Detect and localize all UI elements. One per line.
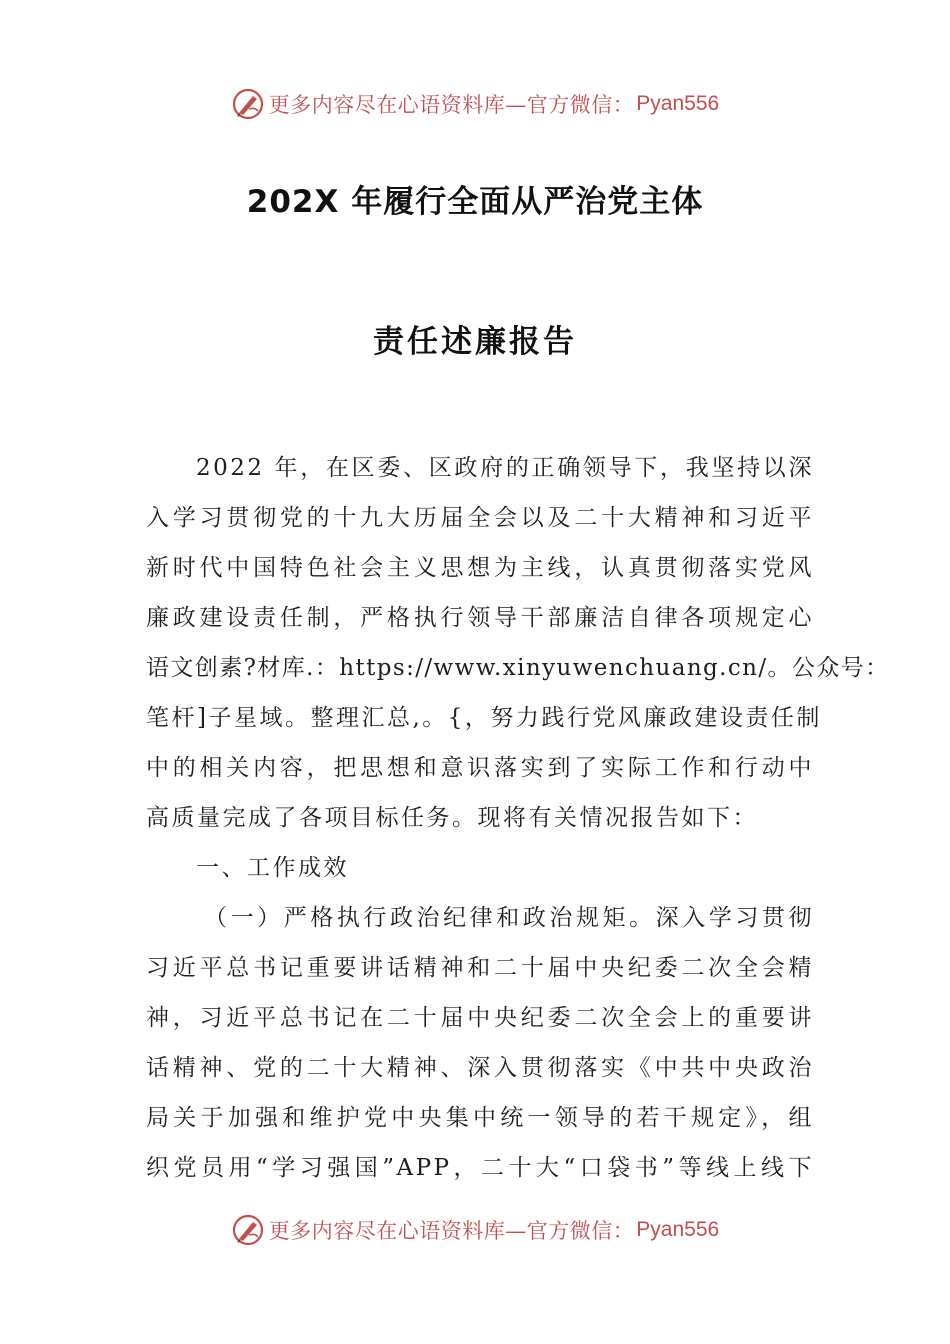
banner-wechat-id: Pyan556 xyxy=(636,92,720,115)
body-line: 语文创素?材库.：https://www.xinyuwenchuang.cn/。公众号： xyxy=(146,655,890,681)
header-banner xyxy=(0,84,950,124)
body-line: 习近平总书记重要讲话精神和二十届中央纪委二次全会精 xyxy=(146,955,814,981)
body-line: 笔杆]子星域。整理汇总,。{，努力践行党风廉政建设责任制 xyxy=(146,705,822,731)
footer-banner xyxy=(0,1210,950,1250)
report-body xyxy=(146,443,890,1193)
body-line: 新时代中国特色社会主义思想为主线，认真贯彻落实党风 xyxy=(146,555,814,581)
pen-logo-icon xyxy=(231,87,265,121)
subsection-heading: （一）严格执行政治纪律和政治规矩。深入学习贯彻 xyxy=(204,905,814,931)
section-heading: 一、工作成效 xyxy=(196,855,349,881)
body-line: 中的相关内容，把思想和意识落实到了实际工作和行动中 xyxy=(146,755,814,781)
body-line: 神，习近平总书记在二十届中央纪委二次全会上的重要讲 xyxy=(146,1005,814,1031)
body-line: 廉政建设责任制，严格执行领导干部廉洁自律各项规定心 xyxy=(146,605,814,631)
body-line: 织党员用“学习强国”APP，二十大“口袋书”等线上线下 xyxy=(146,1155,814,1181)
page-title-line-2: 责任述廉报告 xyxy=(373,324,577,360)
body-line: 高质量完成了各项目标任务。现将有关情况报告如下： xyxy=(146,805,758,831)
banner-wechat-id: Pyan556 xyxy=(636,1218,720,1241)
body-line: 话精神、党的二十大精神、深入贯彻落实《中共中央政治 xyxy=(146,1055,814,1081)
page-title-line-1: 202X 年履行全面从严治党主体 xyxy=(246,184,704,220)
body-line: 2022 年，在区委、区政府的正确领导下，我坚持以深 xyxy=(196,455,814,481)
body-line: 局关于加强和维护党中央集中统一领导的若干规定》，组 xyxy=(146,1105,814,1131)
banner-text: 更多内容尽在心语资料库—官方微信： xyxy=(268,1219,635,1243)
body-line: 入学习贯彻党的十九大历届全会以及二十大精神和习近平 xyxy=(146,505,814,531)
pen-logo-icon xyxy=(231,1213,265,1247)
banner-text: 更多内容尽在心语资料库—官方微信： xyxy=(268,93,635,117)
